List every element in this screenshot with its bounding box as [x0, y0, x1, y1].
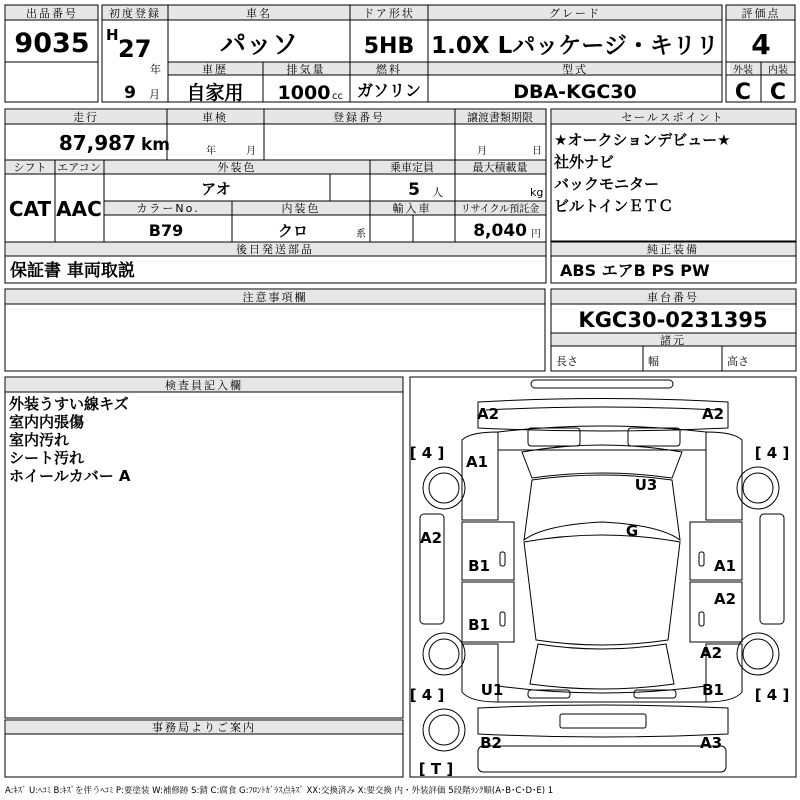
- label-height: 高さ: [727, 355, 749, 368]
- label-mileage: 走行: [73, 111, 99, 124]
- mileage: 87,987: [58, 131, 136, 155]
- score: 4: [751, 28, 771, 61]
- legend: A:ｷｽﾞ U:ﾍｺﾐ B:ｷｽﾞを伴うﾍｺﾐ P:要塗装 W:補修跡 S:錆 C:腐食 G:ﾌﾛﾝﾄｶﾞﾗｽ点ｷｽﾞ XX:交換済み X:要交換 内・外装評価 5段階ﾗﾝｸ順(A･B･C･D･E) 1: [5, 786, 554, 796]
- tire-score: [ 4 ]: [754, 444, 790, 462]
- year-unit: 年: [150, 63, 161, 76]
- sales-point-3: バックモニター: [554, 175, 660, 193]
- inspector-note-2: 室内内張傷: [9, 413, 85, 431]
- ext-color: アオ: [201, 180, 231, 198]
- inspector-section: [5, 377, 403, 718]
- model: DBA-KGC30: [513, 81, 637, 103]
- label-shift: シフト: [13, 161, 47, 174]
- label-grade: グレード: [549, 7, 601, 20]
- damage-mark-b2: B2: [480, 734, 502, 752]
- inspector-note-1: 外装うすい線キズ: [9, 395, 129, 413]
- damage-mark-u3: U3: [634, 476, 658, 494]
- displacement: 1000: [277, 82, 331, 104]
- label-car-name: 車名: [246, 7, 272, 20]
- lot-number: 9035: [14, 28, 90, 59]
- cc-unit: cc: [332, 91, 343, 102]
- damage-mark-a2: A2: [713, 590, 737, 608]
- label-history: 車歴: [202, 63, 228, 76]
- car-name: パッソ: [219, 30, 299, 60]
- label-import: 輸入車: [392, 202, 432, 215]
- inspection-month-unit: 月: [246, 146, 256, 157]
- damage-mark-g: G: [625, 522, 639, 540]
- inspector-note-5: ホイールカバー A: [9, 467, 131, 485]
- damage-mark-u1: U1: [480, 681, 504, 699]
- shift: CAT: [8, 197, 52, 221]
- details-section: [5, 109, 796, 283]
- label-sales-points: セールスポイント: [621, 111, 725, 124]
- label-exterior: 外装: [733, 65, 753, 76]
- aircon: AAC: [56, 197, 102, 221]
- genuine-equipment: ABS エアB PS PW: [560, 261, 710, 280]
- damage-mark-a2: A2: [699, 644, 723, 662]
- label-lot-no: 出品番号: [26, 7, 78, 20]
- label-door: ドア形状: [363, 7, 415, 20]
- inspector-note-3: 室内汚れ: [9, 431, 70, 449]
- damage-marks: [420, 405, 736, 752]
- inspection-year-unit: 年: [206, 146, 216, 157]
- tire-score: [ T ]: [418, 760, 454, 778]
- damage-mark-a2: A2: [419, 529, 443, 547]
- grade: 1.0X Lパッケージ・キリリ: [431, 33, 719, 59]
- fuel: ガソリン: [356, 81, 422, 100]
- damage-mark-b1: B1: [468, 616, 490, 634]
- sales-point-2: 社外ナビ: [554, 153, 615, 171]
- label-model: 型式: [562, 63, 588, 76]
- label-notes: 注意事項欄: [242, 291, 308, 304]
- damage-mark-a2: A2: [701, 405, 725, 423]
- label-genuine: 純正装備: [647, 243, 699, 256]
- later-parts: 保証書 車両取説: [10, 261, 135, 281]
- tire-score: [ 4 ]: [754, 686, 790, 704]
- exterior-grade: C: [734, 80, 752, 105]
- label-inspector: 検査員記入欄: [165, 379, 243, 392]
- label-color-no: カラーNo.: [136, 202, 200, 215]
- yen-unit: 円: [531, 229, 541, 240]
- label-fuel: 燃料: [376, 63, 402, 76]
- label-inspection: 車検: [202, 111, 228, 124]
- damage-mark-a3: A3: [699, 734, 723, 752]
- notes-section: [5, 289, 796, 371]
- office-section: [5, 720, 403, 777]
- label-later-parts: 後日発送部品: [236, 243, 314, 256]
- inspector-note-4: シート汚れ: [9, 449, 85, 467]
- kg-unit: kg: [530, 186, 544, 199]
- damage-mark-a1: A1: [713, 557, 737, 575]
- reg-month: 9: [124, 83, 136, 103]
- label-interior: 内装: [768, 65, 788, 76]
- label-transfer-deadline: 譲渡書類期限: [467, 111, 533, 124]
- damage-mark-a1: A1: [465, 453, 489, 471]
- label-displacement: 排気量: [286, 63, 326, 76]
- label-max-load: 最大積載量: [472, 161, 528, 174]
- label-specs: 諸元: [660, 334, 686, 347]
- label-aircon: エアコン: [57, 161, 101, 174]
- label-first-reg: 初度登録: [109, 7, 161, 20]
- tire-score: [ 4 ]: [409, 686, 445, 704]
- label-score: 評価点: [741, 7, 781, 20]
- car-diagram: [410, 377, 796, 778]
- label-capacity: 乗車定員: [390, 161, 434, 174]
- chassis-number: KGC30-0231395: [578, 308, 768, 332]
- recycle-fee: 8,040: [473, 221, 527, 241]
- car-history: 自家用: [186, 82, 244, 104]
- mileage-unit: km: [141, 135, 171, 155]
- int-color-suffix: 系: [356, 229, 366, 240]
- tire-score: [ 4 ]: [409, 444, 445, 462]
- header-section: [5, 5, 795, 105]
- label-recycle: リサイクル預託金: [460, 204, 540, 215]
- era-prefix: H: [106, 26, 119, 44]
- people-unit: 人: [432, 186, 443, 199]
- damage-mark-a2: A2: [476, 405, 500, 423]
- month-unit: 月: [149, 88, 160, 101]
- damage-mark-b1: B1: [468, 557, 490, 575]
- sales-point-4: ビルトインＥＴＣ: [554, 197, 674, 215]
- label-int-color: 内装色: [281, 202, 321, 215]
- deadline-day-unit: 日: [532, 146, 542, 157]
- label-reg-no: 登録番号: [333, 111, 385, 124]
- sales-point-1: ★オークションデビュー★: [554, 131, 731, 149]
- label-length: 長さ: [556, 355, 578, 368]
- door-type: 5HB: [363, 34, 415, 59]
- label-width: 幅: [648, 355, 659, 368]
- label-office: 事務局よりご案内: [152, 721, 256, 734]
- damage-mark-b1: B1: [702, 681, 724, 699]
- int-color: クロ: [277, 222, 309, 240]
- reg-year: 27: [118, 35, 152, 63]
- interior-grade: C: [769, 80, 787, 105]
- label-ext-color: 外装色: [217, 161, 257, 174]
- color-no: B79: [148, 221, 184, 240]
- deadline-month-unit: 月: [477, 146, 487, 157]
- capacity: 5: [408, 180, 420, 200]
- label-chassis: 車台番号: [647, 291, 699, 304]
